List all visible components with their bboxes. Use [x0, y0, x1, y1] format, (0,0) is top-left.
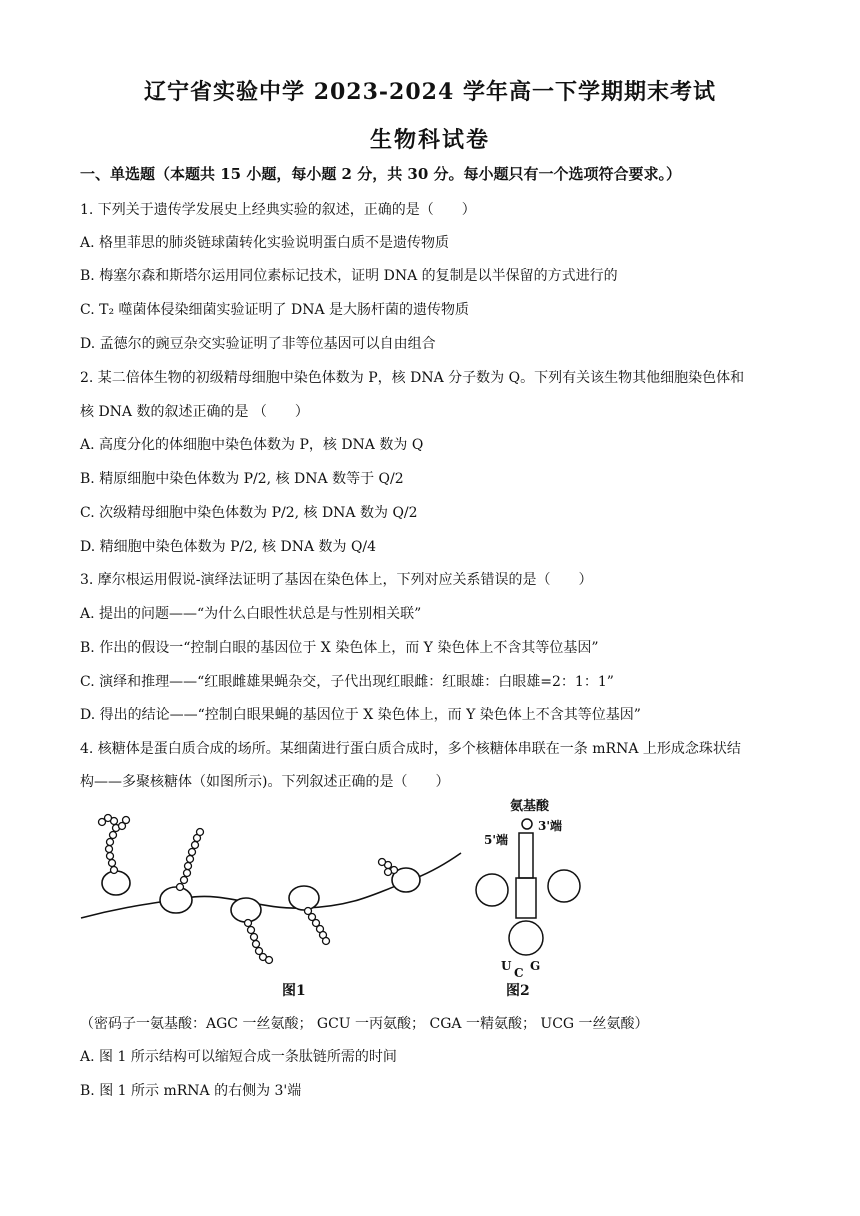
question-line: 构——多聚核糖体（如图所示)。下列叙述正确的是（ ） [80, 774, 450, 790]
anticodon-stem [516, 878, 536, 918]
ribosome [289, 886, 319, 910]
option-line: B. 精原细胞中染色体数为 P/2, 核 DNA 数等于 Q/2 [80, 471, 404, 487]
trna-5-end-label: 5'端 [484, 833, 509, 847]
option-line: D. 得出的结论——“控制白眼果蝇的基因位于 X 染色体上，而 Y 染色体上不含其等位基因” [80, 707, 641, 723]
amino-acid-site [522, 819, 532, 829]
anticodon-base: U [501, 959, 512, 973]
question-line: 核 DNA 数的叙述正确的是 （ ） [80, 404, 309, 420]
anticodon-base: C [514, 966, 524, 980]
option-line: D. 孟德尔的豌豆杂交实验证明了非等位基因可以自由组合 [80, 336, 436, 352]
option-line: C. 次级精母细胞中染色体数为 P/2, 核 DNA 数为 Q/2 [80, 505, 418, 521]
figure1-polyribosome [81, 853, 461, 922]
question-line: 1. 下列关于遗传学发展史上经典实验的叙述，正确的是（ ） [80, 202, 476, 218]
option-line: B. 图 1 所示 mRNA 的右侧为 3'端 [80, 1083, 302, 1099]
option-line: B. 梅塞尔森和斯塔尔运用同位素标记技术，证明 DNA 的复制是以半保留的方式进行的 [80, 268, 618, 284]
option-line: B. 作出的假设一“控制白眼的基因位于 X 染色体上，而 Y 染色体上不含其等位基因” [80, 640, 599, 656]
figure2-caption: 图2 [506, 983, 530, 999]
ribosome [231, 898, 261, 922]
codon-note: （密码子一氨基酸：AGC 一丝氨酸； GCU 一丙氨酸； CGA 一精氨酸； UCG 一丝氨酸） [80, 1016, 649, 1032]
page-title: 辽宁省实验中学 2023-2024 学年高一下学期期末考试 [144, 79, 716, 105]
trna-3-end-label: 3'端 [538, 819, 563, 833]
option-line: A. 格里菲思的肺炎链球菌转化实验说明蛋白质不是遗传物质 [80, 235, 450, 251]
question-line: 3. 摩尔根运用假说-演绎法证明了基因在染色体上，下列对应关系错误的是（ ） [80, 572, 593, 588]
option-line: A. 高度分化的体细胞中染色体数为 P，核 DNA 数为 Q [80, 437, 424, 453]
ribosome [102, 871, 130, 895]
option-line: A. 图 1 所示结构可以缩短合成一条肽链所需的时间 [80, 1049, 397, 1065]
anticodon-loop [509, 921, 543, 955]
anticodon-base: G [530, 959, 541, 973]
acceptor-stem [519, 833, 533, 878]
question-line: 4. 核糖体是蛋白质合成的场所。某细菌进行蛋白质合成时，多个核糖体串联在一条 mRNA 上形成念珠状结 [80, 741, 741, 757]
section-heading: 一、单选题（本题共 15 小题，每小题 2 分，共 30 分。每小题只有一个选项符合要求。） [80, 165, 682, 183]
question-line: 2. 某二倍体生物的初级精母细胞中染色体数为 P，核 DNA 分子数为 Q。下列有关该生物其他细胞染色体和 [80, 370, 745, 386]
option-line: A. 提出的问题——“为什么白眼性状总是与性别相关联” [80, 606, 422, 622]
amino-acid-label: 氨基酸 [510, 799, 550, 814]
polyribosome-figure [76, 798, 596, 1003]
peptide-chains [99, 815, 398, 964]
option-line: D. 精细胞中染色体数为 P/2, 核 DNA 数为 Q/4 [80, 539, 377, 555]
option-line: C. T₂ 噬菌体侵染细菌实验证明了 DNA 是大肠杆菌的遗传物质 [80, 302, 469, 318]
d-loop [476, 874, 508, 906]
figure1-caption: 图1 [282, 983, 306, 999]
ribosome [160, 887, 192, 913]
page-subtitle: 生物科试卷 [369, 127, 490, 153]
t-loop [548, 870, 580, 902]
option-line: C. 演绎和推理——“红眼雌雄果蝇杂交，子代出现红眼雌：红眼雄：白眼雄=2：1：1” [80, 674, 614, 690]
